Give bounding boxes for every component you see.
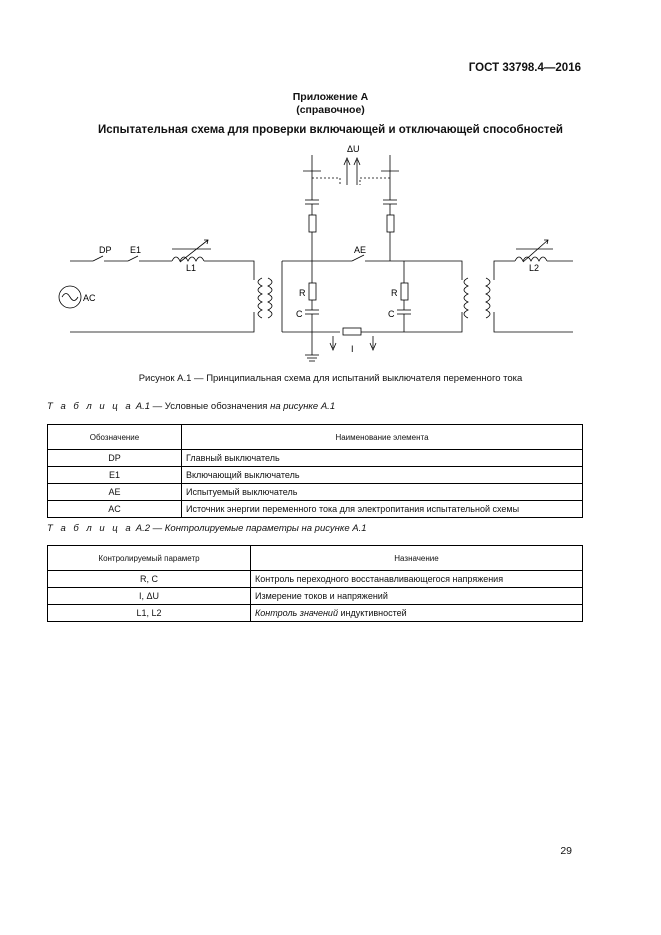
label-r-right: R	[391, 288, 398, 298]
table1	[47, 424, 583, 518]
table1-label: Т а б л и ц а	[47, 401, 134, 412]
annex-subtitle: (справочное)	[296, 104, 365, 116]
table2	[47, 545, 583, 622]
label-dp: DP	[99, 245, 112, 255]
table-row	[48, 467, 583, 484]
table2-caption-text: — Контролируемые параметры на рисунке А.1	[150, 523, 367, 534]
label-c-left: C	[296, 309, 303, 319]
table1-number: А.1	[135, 401, 151, 412]
label-l2: L2	[529, 263, 540, 273]
figure-caption: Рисунок А.1 — Принципиальная схема для испытаний выключателя переменного тока	[138, 373, 523, 384]
table2-purpose-italic: Контроль значений	[255, 608, 338, 618]
table-row	[48, 571, 583, 588]
table1-header-row	[48, 425, 583, 450]
label-ae: AE	[354, 245, 367, 255]
label-delta-u: ΔU	[347, 144, 360, 154]
table2-cell-purpose: Контроль переходного восстанавливающегося напряжения	[251, 571, 583, 588]
inductor-l1-icon	[172, 257, 204, 261]
table1-cell-name: Главный выключатель	[182, 450, 583, 467]
table1-caption	[47, 401, 335, 412]
table1-cell-code: E1	[48, 467, 182, 484]
table2-cell-param: R, C	[48, 571, 251, 588]
table-row	[48, 484, 583, 501]
table1-caption-ref: на рисунке А.1	[270, 401, 336, 412]
table2-header-cell: Назначение	[251, 546, 583, 571]
table2-caption	[47, 523, 367, 534]
table2-purpose-rest: индуктивностей	[337, 608, 407, 618]
table2-label: Т а б л и ц а	[47, 523, 134, 534]
table-row	[48, 450, 583, 467]
standard-number: ГОСТ 33798.4—2016	[468, 62, 581, 74]
table-row	[48, 588, 583, 605]
table1-cell-name: Испытуемый выключатель	[182, 484, 583, 501]
transformer-left-icon	[258, 278, 262, 318]
table1-cell-name: Включающий выключатель	[182, 467, 583, 484]
table2-number: А.2	[135, 523, 151, 534]
table2-cell-purpose	[251, 605, 583, 622]
inductor-l2-icon	[515, 257, 547, 261]
table1-cell-code: DP	[48, 450, 182, 467]
label-r-left: R	[299, 288, 306, 298]
transformer-right-icon	[464, 278, 468, 318]
table1-header-cell: Наименование элемента	[182, 425, 583, 450]
table1-cell-name: Источник энергии переменного тока для электропитания испытательной схемы	[182, 501, 583, 518]
table2-cell-param: I, ΔU	[48, 588, 251, 605]
table2-header-cell: Контролируемый параметр	[48, 546, 251, 571]
table-row	[48, 501, 583, 518]
table2-cell-purpose: Измерение токов и напряжений	[251, 588, 583, 605]
table1-cell-code: AE	[48, 484, 182, 501]
annex-title: Приложение А	[292, 91, 369, 103]
table1-cell-code: AC	[48, 501, 182, 518]
label-c-right: C	[388, 309, 395, 319]
table2-header-row	[48, 546, 583, 571]
table2-cell-param: L1, L2	[48, 605, 251, 622]
circuit-diagram	[0, 0, 661, 370]
label-e1: E1	[130, 245, 142, 255]
label-l1: L1	[186, 263, 197, 273]
document-title: Испытательная схема для проверки включающей и отключающей способностей	[98, 124, 563, 136]
label-ac: AC	[83, 293, 96, 303]
label-current: I	[351, 344, 354, 354]
table1-header-cell: Обозначение	[48, 425, 182, 450]
table1-caption-text: — Условные обозначения	[150, 401, 271, 412]
page-number: 29	[560, 845, 572, 857]
table-row	[48, 605, 583, 622]
